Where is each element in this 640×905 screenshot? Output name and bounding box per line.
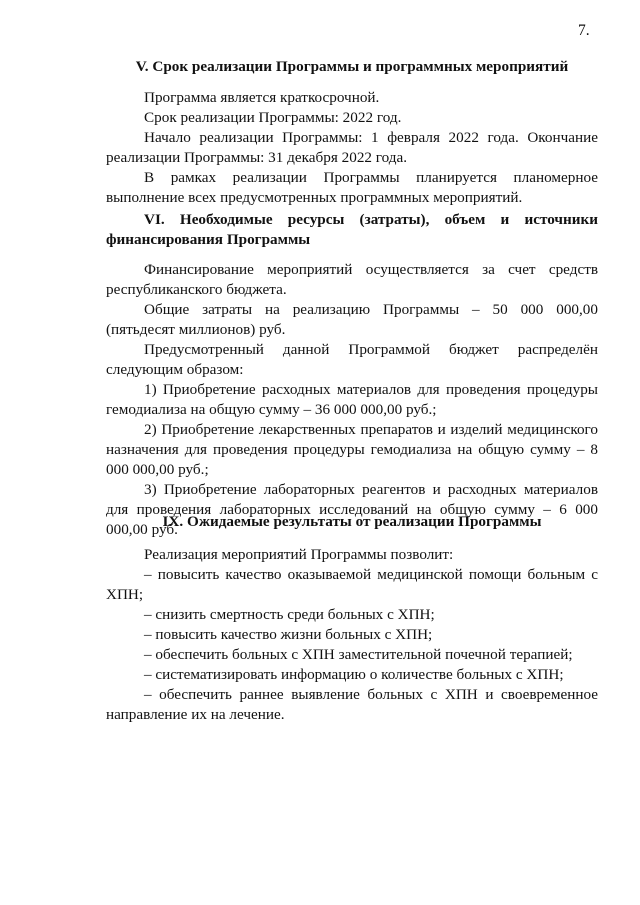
- section-6-list-item-1: 1) Приобретение расходных материалов для проведения процедуры гемодиализа на общую сумму – 36 000 000,00 руб.;: [106, 381, 598, 418]
- section-9-bullet-4: – обеспечить больных с ХПН заместительной почечной терапией;: [144, 646, 573, 663]
- section-9-bullet-2: – снизить смертность среди больных с ХПН;: [144, 606, 435, 623]
- section-5-paragraph-2: Срок реализации Программы: 2022 год.: [144, 109, 402, 126]
- section-6-paragraph-2: Общие затраты на реализацию Программы – 50 000 000,00 (пятьдесят миллионов) руб.: [106, 301, 598, 338]
- section-9-bullet-3: – повысить качество жизни больных с ХПН;: [144, 626, 433, 643]
- section-6-list-item-3: 3) Приобретение лабораторных реагентов и расходных материалов для проведения лабораторных исследований на общую сумму – 6 000 000,00 руб.: [106, 481, 598, 538]
- section-5-paragraph-1: Программа является краткосрочной.: [144, 89, 380, 106]
- section-5-heading: V. Срок реализации Программы и программных мероприятий: [135, 58, 569, 75]
- section-9-heading: IX. Ожидаемые результаты от реализации Программы: [162, 513, 542, 530]
- section-6-heading: VI. Необходимые ресурсы (затраты), объем и источники финансирования Программы: [106, 211, 598, 248]
- section-5-paragraph-4: В рамках реализации Программы планируется планомерное выполнение всех предусмотренных программных мероприятий.: [106, 169, 598, 206]
- page-number: 7.: [578, 22, 590, 39]
- section-9-bullet-1: – повысить качество оказываемой медицинской помощи больным с ХПН;: [106, 566, 598, 603]
- section-6-paragraph-1: Финансирование мероприятий осуществляется за счет средств республиканского бюджета.: [106, 261, 598, 298]
- section-9-bullet-5: – систематизировать информацию о количестве больных с ХПН;: [144, 666, 564, 683]
- section-6-list-item-2: 2) Приобретение лекарственных препаратов и изделий медицинского назначения для проведения процедуры гемодиализа на общую сумму – 8 000 000,00 руб.;: [106, 421, 598, 478]
- section-5-paragraph-3: Начало реализации Программы: 1 февраля 2022 года. Окончание реализации Программы: 31 декабря 2022 года.: [106, 129, 598, 166]
- section-9-paragraph-1: Реализация мероприятий Программы позволит:: [144, 546, 454, 563]
- section-9-bullet-6: – обеспечить раннее выявление больных с ХПН и своевременное направление их на лечение.: [106, 686, 598, 723]
- section-6-paragraph-3: Предусмотренный данной Программой бюджет распределён следующим образом:: [106, 341, 598, 378]
